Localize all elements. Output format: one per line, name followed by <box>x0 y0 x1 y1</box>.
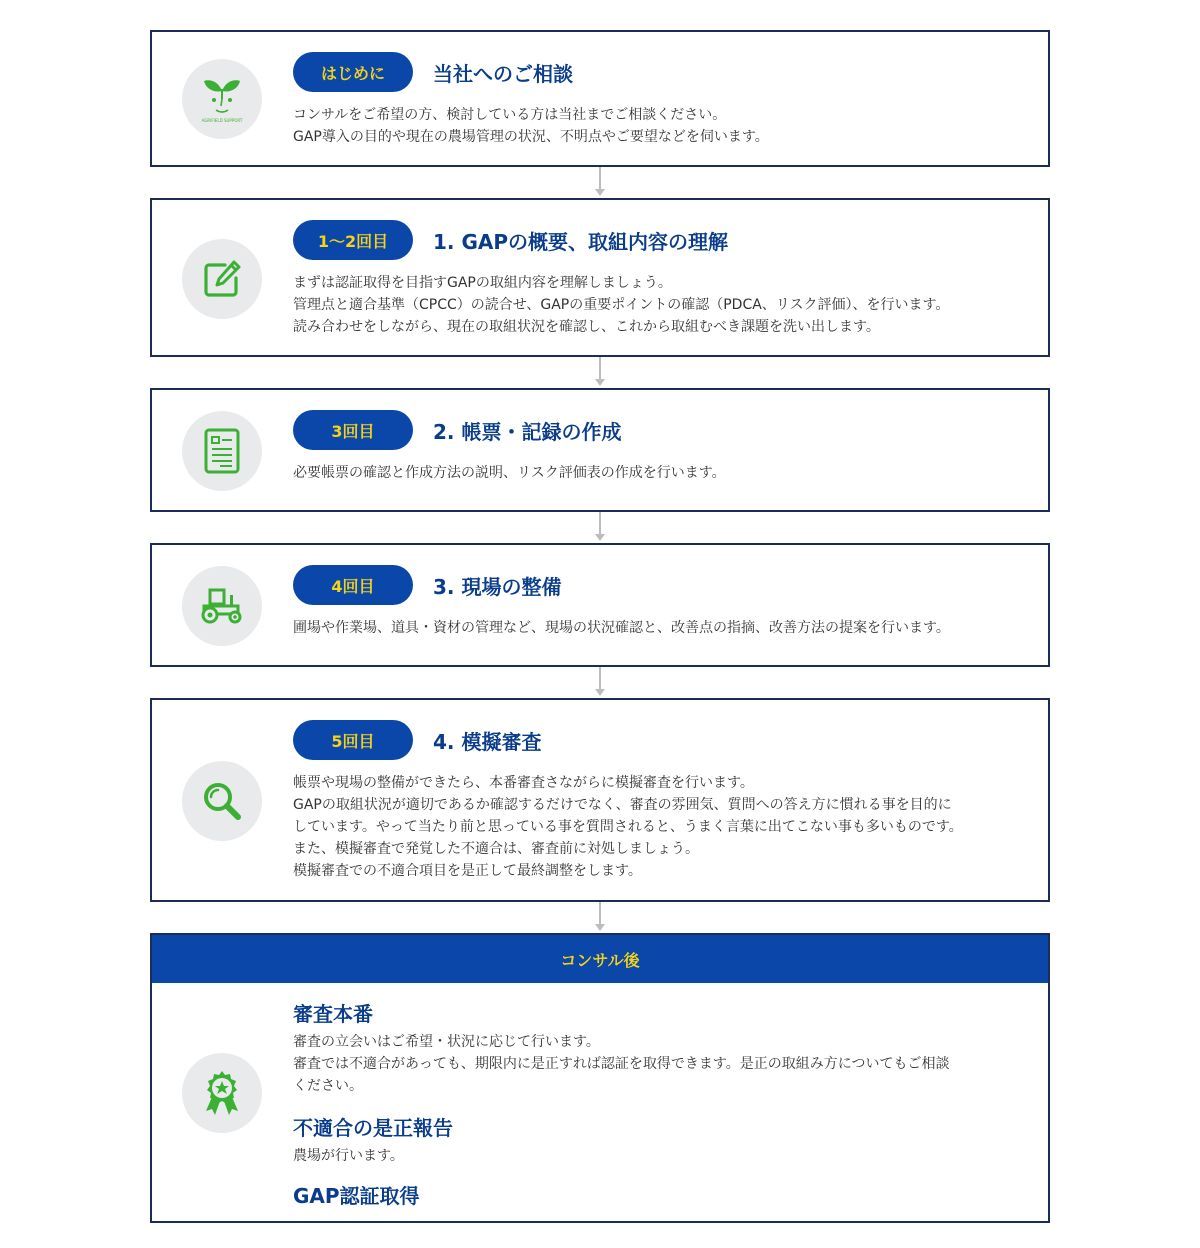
after-item-title: 不適合の是正報告 <box>293 1116 453 1140</box>
step-icon-circle <box>182 1053 262 1133</box>
step-badge: 5回目 <box>293 720 413 760</box>
step-icon-circle <box>182 59 262 139</box>
step-description: 帳票や現場の整備ができたら、本番審査さながらに模擬審査を行います。 GAPの取組状況が適切であるか確認するだけでなく、審査の雰囲気、質問への答え方に慣れる事を目的に しています。やって当たり前と思っている事を質問されると、うまく言葉に出てこない事も多いものです。 また、模擬審査で発覚した不適合は、審査前に対処しましょう。 模擬審査での不適合項目を是正して最終調整をします。 <box>293 775 963 879</box>
after-item-description: 審査の立会いはご希望・状況に応じて行います。 審査では不適合があっても、期限内に是正すれば認証を取得できます。是正の取組み方についてもご相談 ください。 <box>293 1034 950 1094</box>
after-consulting-card <box>150 933 1050 1223</box>
step-title: 1. GAPの概要、取組内容の理解 <box>433 229 729 254</box>
after-item-title: GAP認証取得 <box>293 1184 420 1208</box>
step-badge: 3回目 <box>293 410 413 450</box>
step-title: 4. 模擬審査 <box>433 729 542 754</box>
tractor-icon <box>198 586 246 626</box>
award-badge-icon <box>200 1069 244 1117</box>
step-card-intro <box>150 30 1050 167</box>
step-title: 当社へのご相談 <box>433 61 573 86</box>
after-consulting-header: コンサル後 <box>152 935 1048 983</box>
flow-connector <box>150 357 1050 388</box>
after-item-description: 農場が行います。 <box>293 1148 404 1164</box>
step-description: コンサルをご希望の方、検討している方は当社までご相談ください。 GAP導入の目的や現在の農場管理の状況、不明点やご要望などを伺います。 <box>293 107 769 145</box>
step-card-1 <box>150 198 1050 357</box>
step-card-4 <box>150 698 1050 902</box>
step-card-2 <box>150 388 1050 512</box>
flow-connector <box>150 667 1050 698</box>
step-badge: 4回目 <box>293 565 413 605</box>
consulting-flow <box>150 30 1050 1223</box>
step-icon-circle <box>182 411 262 491</box>
step-title: 3. 現場の整備 <box>433 574 562 599</box>
sprout-face-logo-icon <box>192 69 252 129</box>
document-icon <box>202 427 242 475</box>
step-description: 圃場や作業場、道具・資材の管理など、現場の状況確認と、改善点の指摘、改善方法の提案を行います。 <box>293 620 950 636</box>
step-badge: 1〜2回目 <box>293 220 413 260</box>
step-description: まずは認証取得を目指すGAPの取組内容を理解しましょう。 管理点と適合基準（CPCC）の読合せ、GAPの重要ポイントの確認（PDCA、リスク評価）、を行います。 読み合わせをしながら、現在の取組状況を確認し、これから取組むべき課題を洗い出します。 <box>293 275 950 335</box>
step-icon-circle <box>182 761 262 841</box>
step-description: 必要帳票の確認と作成方法の説明、リスク評価表の作成を行います。 <box>293 465 726 481</box>
step-title: 2. 帳票・記録の作成 <box>433 419 622 444</box>
logo-text: AGRIFIELD SUPPORT <box>201 118 243 123</box>
after-item-title: 審査本番 <box>293 1002 373 1026</box>
edit-icon <box>201 258 243 300</box>
flow-connector <box>150 902 1050 933</box>
search-icon <box>200 779 244 823</box>
flow-connector <box>150 167 1050 198</box>
flow-connector <box>150 512 1050 543</box>
step-icon-circle <box>182 566 262 646</box>
step-card-3 <box>150 543 1050 667</box>
step-icon-circle <box>182 239 262 319</box>
step-badge: はじめに <box>293 52 413 92</box>
